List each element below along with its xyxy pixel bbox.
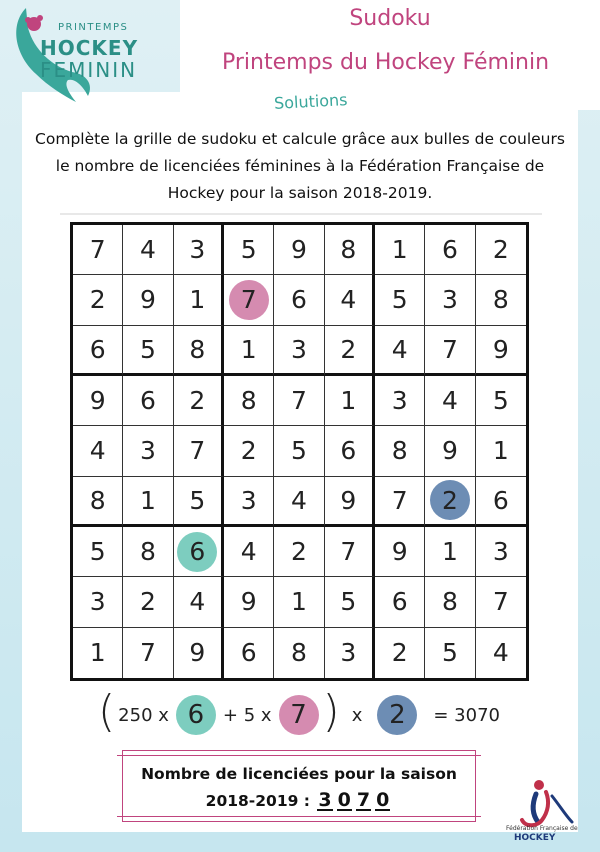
sudoku-cell <box>476 326 526 376</box>
sudoku-digit: 5 <box>189 485 206 515</box>
sudoku-cell <box>375 477 425 527</box>
sudoku-cell <box>425 628 475 678</box>
sudoku-cell <box>476 577 526 627</box>
sudoku-digit: 7 <box>140 638 156 668</box>
sudoku-digit: 7 <box>492 587 509 617</box>
sudoku-cell <box>375 527 425 577</box>
sudoku-digit: 7 <box>189 436 206 466</box>
sudoku-digit: 8 <box>442 587 458 617</box>
answer-digit: 3 <box>318 789 332 811</box>
teal-bubble: 6 <box>176 695 216 735</box>
sudoku-cell <box>476 527 526 577</box>
answer-label: Nombre de licenciées pour la saison <box>141 765 457 783</box>
sudoku-digit: 9 <box>291 235 307 265</box>
sudoku-digit: 9 <box>492 334 509 364</box>
sudoku-cell <box>73 275 123 325</box>
sudoku-cell <box>375 225 425 275</box>
sudoku-cell <box>325 275 375 325</box>
sudoku-digit: 4 <box>492 638 509 668</box>
blue-bubble: 2 <box>377 695 417 735</box>
sudoku-cell <box>174 225 224 275</box>
sudoku-digit: 9 <box>442 436 458 466</box>
sudoku-digit: 8 <box>89 485 106 515</box>
sudoku-digit: 1 <box>189 285 206 315</box>
sudoku-cell <box>73 527 123 577</box>
sudoku-digit: 3 <box>189 235 206 265</box>
sudoku-digit: 7 <box>442 334 458 364</box>
answer-digit: 0 <box>337 789 351 811</box>
sudoku-cell <box>375 628 425 678</box>
sudoku-digit: 5 <box>291 436 307 466</box>
equation-term-5: + 5 x <box>222 704 272 726</box>
equation-multiply: x <box>351 704 363 726</box>
instructions-line-3: Hockey pour la saison 2018-2019. <box>167 184 433 202</box>
sudoku-cell <box>224 577 274 627</box>
ffh-title: HOCKEY <box>514 833 556 843</box>
sudoku-digit: 4 <box>442 386 458 416</box>
sudoku-digit: 2 <box>189 386 206 416</box>
sudoku-digit: 4 <box>140 235 156 265</box>
sudoku-digit: 5 <box>140 334 156 364</box>
solutions-tag: Solutions <box>273 90 348 113</box>
sudoku-cell <box>174 477 224 527</box>
sudoku-cell <box>325 426 375 476</box>
sudoku-digit: 8 <box>391 436 408 466</box>
sudoku-cell <box>325 376 375 426</box>
sudoku-digit: 3 <box>492 537 509 567</box>
sudoku-digit: 6 <box>291 285 307 315</box>
sudoku-digit: 3 <box>89 587 106 617</box>
sudoku-digit: 5 <box>391 285 408 315</box>
answer-digit: 7 <box>356 789 371 811</box>
sudoku-cell <box>325 628 375 678</box>
sudoku-digit: 4 <box>89 436 106 466</box>
sudoku-cell <box>425 275 475 325</box>
sudoku-digit: 3 <box>391 386 408 416</box>
sudoku-cell <box>73 326 123 376</box>
sudoku-cell <box>325 577 375 627</box>
sudoku-digit: 8 <box>140 537 156 567</box>
sudoku-digit: 1 <box>291 587 307 617</box>
sudoku-cell <box>375 426 425 476</box>
answer-box <box>122 750 476 822</box>
equation-result: = 3070 <box>433 704 500 726</box>
sudoku-cell <box>325 527 375 577</box>
sudoku-digit: 4 <box>340 285 357 315</box>
sudoku-digit: 3 <box>240 485 257 515</box>
sudoku-cell <box>174 527 224 577</box>
sudoku-cell <box>325 225 375 275</box>
sudoku-cell <box>375 275 425 325</box>
sudoku-digit: 1 <box>340 386 357 416</box>
sudoku-cell <box>73 225 123 275</box>
sudoku-cell <box>73 477 123 527</box>
sudoku-cell <box>476 426 526 476</box>
sudoku-cell <box>325 326 375 376</box>
sudoku-cell <box>123 527 173 577</box>
answer-season <box>123 791 475 811</box>
sudoku-digit: 4 <box>240 537 257 567</box>
sudoku-cell <box>425 376 475 426</box>
sudoku-digit: 5 <box>492 386 509 416</box>
sudoku-digit: 3 <box>442 285 458 315</box>
sudoku-digit: 2 <box>89 285 106 315</box>
sudoku-digit: 1 <box>492 436 509 466</box>
sudoku-digit: 6 <box>140 386 156 416</box>
sudoku-digit: 6 <box>240 638 257 668</box>
sudoku-cell <box>123 426 173 476</box>
sudoku-digit: 2 <box>492 235 509 265</box>
sudoku-digit: 9 <box>240 587 257 617</box>
sudoku-digit: 7 <box>291 386 307 416</box>
sudoku-cell <box>274 577 324 627</box>
sudoku-digit: 5 <box>89 537 106 567</box>
answer-digit: 0 <box>376 789 390 811</box>
sudoku-digit: 6 <box>442 235 458 265</box>
sudoku-cell <box>476 376 526 426</box>
sudoku-digit: 1 <box>391 235 408 265</box>
sudoku-digit: 4 <box>391 334 408 364</box>
sudoku-digit: 9 <box>89 386 106 416</box>
sudoku-cell <box>224 326 274 376</box>
sudoku-cell <box>224 225 274 275</box>
sudoku-digit: 5 <box>240 235 257 265</box>
sudoku-cell <box>425 326 475 376</box>
sudoku-digit: 7 <box>89 235 106 265</box>
instructions-line-2: le nombre de licenciées féminines à la Fédération Française de <box>55 157 545 175</box>
page-subtitle: Printemps du Hockey Féminin <box>222 50 550 75</box>
sudoku-cell <box>476 628 526 678</box>
sudoku-digit: 2 <box>442 485 458 515</box>
sudoku-cell <box>224 376 274 426</box>
sudoku-digit: 6 <box>189 537 206 567</box>
sudoku-cell <box>123 628 173 678</box>
sudoku-cell <box>224 426 274 476</box>
instructions-line-1: Complète la grille de sudoku et calcule grâce aux bulles de couleurs <box>35 130 565 148</box>
sudoku-digit: 8 <box>189 334 206 364</box>
sudoku-cell <box>425 527 475 577</box>
divider <box>60 213 542 215</box>
sudoku-cell <box>174 426 224 476</box>
sudoku-digit: 6 <box>391 587 408 617</box>
close-parenthesis: ) <box>322 686 340 737</box>
sudoku-digit: 9 <box>340 485 357 515</box>
sudoku-cell <box>174 326 224 376</box>
sudoku-digit: 9 <box>391 537 408 567</box>
sudoku-digit: 2 <box>140 587 156 617</box>
sudoku-digit: 7 <box>240 285 257 315</box>
sudoku-digit: 1 <box>89 638 106 668</box>
sudoku-cell <box>274 225 324 275</box>
instructions <box>30 126 570 207</box>
sudoku-digit: 3 <box>140 436 156 466</box>
logo-line-printemps: PRINTEMPS <box>58 22 129 33</box>
sudoku-cell <box>123 577 173 627</box>
pink-bubble: 7 <box>279 695 319 735</box>
sudoku-digit: 7 <box>340 537 357 567</box>
sudoku-digit: 6 <box>89 334 106 364</box>
sudoku-cell <box>123 275 173 325</box>
sudoku-cell <box>375 577 425 627</box>
sudoku-cell <box>425 426 475 476</box>
sudoku-cell <box>476 275 526 325</box>
sudoku-cell <box>274 376 324 426</box>
sudoku-cell <box>274 527 324 577</box>
sudoku-grid <box>70 222 529 681</box>
sudoku-digit: 8 <box>240 386 257 416</box>
sudoku-cell <box>274 326 324 376</box>
sudoku-cell <box>425 225 475 275</box>
sudoku-cell <box>425 477 475 527</box>
sudoku-cell <box>224 275 274 325</box>
sudoku-digit: 2 <box>291 537 307 567</box>
sudoku-digit: 4 <box>291 485 307 515</box>
sudoku-cell <box>425 577 475 627</box>
sudoku-digit: 9 <box>189 638 206 668</box>
equation-term-250: 250 x <box>118 704 169 726</box>
sudoku-cell <box>224 628 274 678</box>
sudoku-cell <box>174 577 224 627</box>
sudoku-cell <box>224 477 274 527</box>
sudoku-digit: 2 <box>391 638 408 668</box>
open-parenthesis: ( <box>98 686 116 737</box>
sudoku-digit: 8 <box>291 638 307 668</box>
sudoku-digit: 7 <box>391 485 408 515</box>
ffh-subtitle: Fédération Française de <box>506 825 578 832</box>
sudoku-cell <box>375 376 425 426</box>
page-title: Sudoku <box>349 6 431 31</box>
sudoku-digit: 5 <box>442 638 458 668</box>
sudoku-cell <box>73 628 123 678</box>
sudoku-digit: 6 <box>492 485 509 515</box>
sudoku-cell <box>274 477 324 527</box>
sudoku-cell <box>274 275 324 325</box>
equation <box>98 686 518 740</box>
sudoku-cell <box>224 527 274 577</box>
sudoku-digit: 2 <box>340 334 357 364</box>
sudoku-cell <box>375 326 425 376</box>
sudoku-cell <box>274 426 324 476</box>
sudoku-cell <box>476 477 526 527</box>
sudoku-cell <box>123 225 173 275</box>
sudoku-cell <box>325 477 375 527</box>
sudoku-digit: 1 <box>140 485 156 515</box>
sudoku-cell <box>123 326 173 376</box>
sudoku-cell <box>123 376 173 426</box>
answer-season-label: 2018-2019 : <box>205 792 310 810</box>
sudoku-digit: 1 <box>240 334 257 364</box>
sudoku-cell <box>73 376 123 426</box>
sudoku-digit: 5 <box>340 587 357 617</box>
sudoku-cell <box>274 628 324 678</box>
logo-line-feminin: FEMININ <box>40 58 138 82</box>
answer-digits <box>315 789 392 811</box>
sudoku-cell <box>174 628 224 678</box>
sudoku-cell <box>174 275 224 325</box>
sudoku-cell <box>174 376 224 426</box>
sudoku-digit: 9 <box>140 285 156 315</box>
logo-line-hockey: HOCKEY <box>40 36 139 60</box>
sudoku-cell <box>123 477 173 527</box>
sudoku-digit: 8 <box>340 235 357 265</box>
sudoku-digit: 3 <box>291 334 307 364</box>
sudoku-cell <box>73 426 123 476</box>
sudoku-cell <box>73 577 123 627</box>
sudoku-digit: 8 <box>492 285 509 315</box>
sudoku-digit: 4 <box>189 587 206 617</box>
sudoku-cell <box>476 225 526 275</box>
sudoku-digit: 2 <box>240 436 257 466</box>
sudoku-digit: 3 <box>340 638 357 668</box>
sudoku-digit: 1 <box>442 537 458 567</box>
sudoku-digit: 6 <box>340 436 357 466</box>
